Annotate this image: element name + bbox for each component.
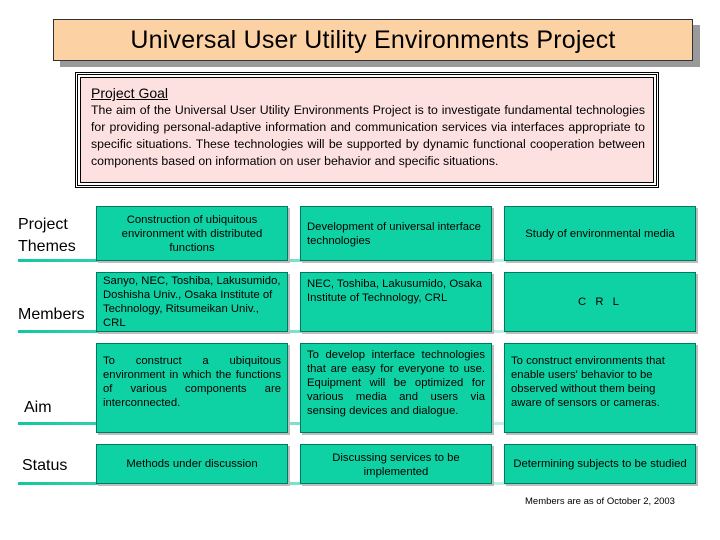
row-label-aim: Aim [24, 399, 52, 416]
members-cell-2-text: NEC, Toshiba, Lakusumido, Osaka Institute of Technology, CRL [307, 278, 482, 304]
theme-cell-2 [300, 206, 492, 261]
project-goal-box [80, 77, 654, 183]
members-cell-3-text: C R L [578, 296, 622, 308]
page-title: Universal User Utility Environments Project [53, 19, 693, 61]
members-cell-1 [96, 272, 288, 332]
members-date-note: Members are as of October 2, 2003 [525, 496, 675, 507]
aim-cell-3-text: To construct environments that enable users' behavior to be observed without them being aware of sensors or cameras. [511, 355, 665, 409]
project-goal-heading: Project Goal [91, 85, 169, 101]
aim-cell-2 [300, 343, 492, 433]
aim-cell-3 [504, 343, 696, 433]
theme-cell-3 [504, 206, 696, 261]
row-label-themes-line1: Project [18, 216, 68, 233]
theme-cell-3-text: Study of environmental media [525, 227, 675, 240]
row-label-themes-line2: Themes [18, 238, 76, 255]
row-label-status: Status [22, 457, 68, 474]
theme-cell-1 [96, 206, 288, 261]
status-cell-1 [96, 444, 288, 484]
aim-cell-2-text: To develop interface technologies that are easy for everyone to use. Equipment will be optimized for various media and users via sensing devices and dialogue. [307, 349, 485, 417]
row-label-members: Members [18, 306, 85, 323]
status-cell-2 [300, 444, 492, 484]
project-goal-frame [75, 72, 659, 188]
aim-cell-1 [96, 343, 288, 433]
status-cell-1-text: Methods under discussion [126, 458, 258, 470]
theme-cell-2-text: Development of universal interface technologies [307, 220, 481, 247]
theme-cell-1-text: Construction of ubiquitous environment with distributed functions [121, 213, 263, 254]
status-cell-3 [504, 444, 696, 484]
aim-cell-1-text: To construct a ubiquitous environment in which the functions of various components are interconnected. [103, 355, 281, 409]
status-cell-3-text: Determining subjects to be studied [513, 458, 687, 470]
project-goal-text: The aim of the Universal User Utility Environments Project is to investigate fundamental technologies for providing personal-adaptive information and communication services via interfaces appropriate to specific situations. These technologies will be supported by dynamic functional cooperation between components based on information on user behavior and specific situations. [91, 103, 645, 168]
row-label-themes [18, 214, 96, 258]
members-cell-2 [300, 272, 492, 332]
status-cell-2-text: Discussing services to be implemented [332, 452, 460, 478]
members-cell-3 [504, 272, 696, 332]
members-cell-1-text: Sanyo, NEC, Toshiba, Lakusumido, Doshisha Univ., Osaka Institute of Technology, Ritsumeikan Univ., CRL [103, 275, 281, 329]
